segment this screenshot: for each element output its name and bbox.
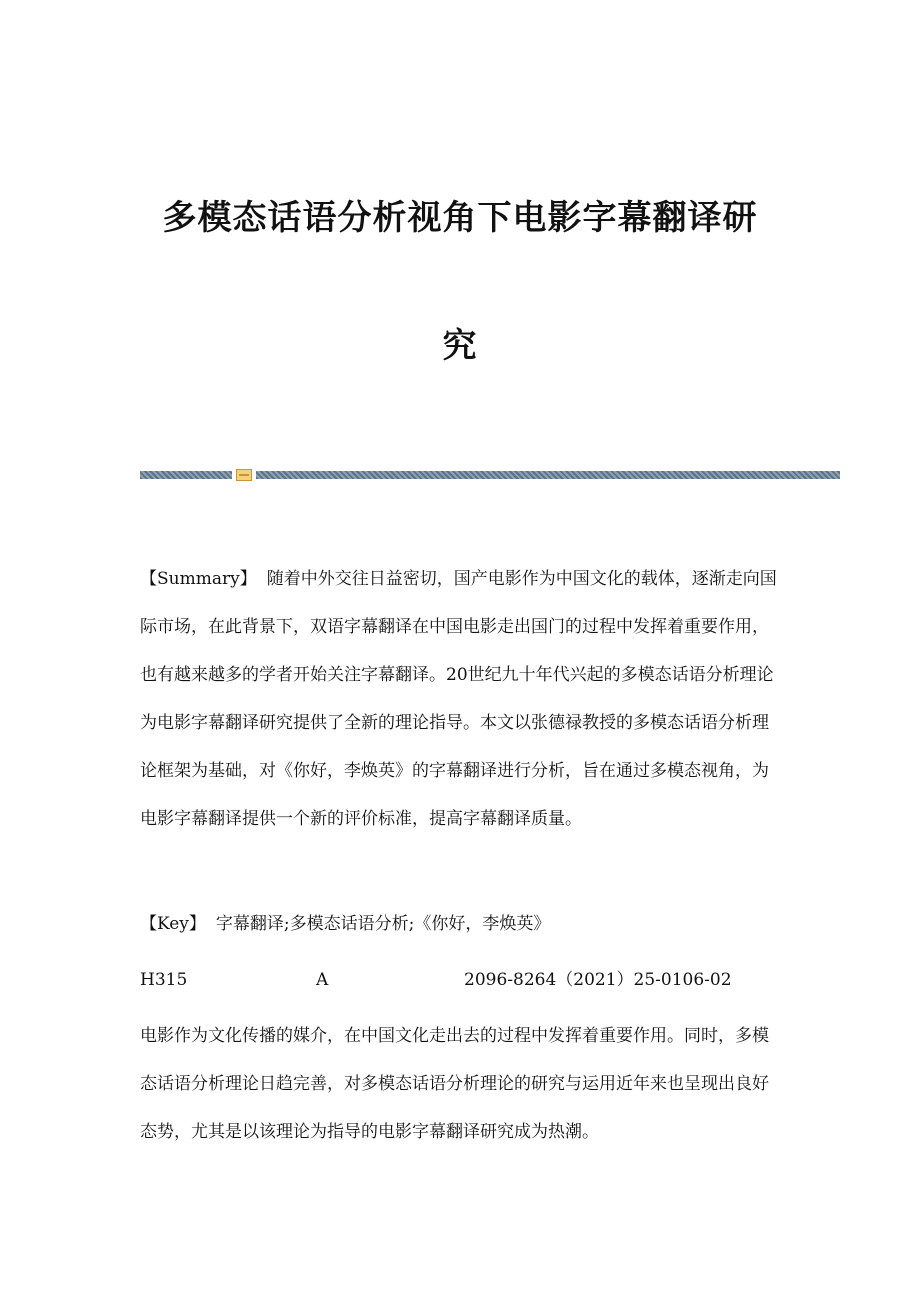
classification-number: H315 bbox=[140, 970, 188, 990]
divider-left bbox=[140, 471, 232, 479]
page-title-line-2: 究 bbox=[442, 326, 478, 366]
document-code: A bbox=[316, 970, 329, 990]
keywords-paragraph bbox=[140, 900, 780, 948]
divider-emblem-icon bbox=[236, 469, 252, 481]
summary-text: 随着中外交往日益密切，国产电影作为中国文化的载体，逐渐走向国际市场，在此背景下，双语字幕翻译在中国电影走出国门的过程中发挥着重要作用，也有越来越多的学者开始关注字幕翻译。20世纪九十年代兴起的多模态话语分析理论为电影字幕翻译研究提供了全新的理论指导。本文以张德禄教授的多模态话语分析理论框架为基础，对《你好，李焕英》的字幕翻译进行分析，旨在通过多模态视角，为电影字幕翻译提供一个新的评价标准，提高字幕翻译质量。 bbox=[140, 569, 777, 829]
body-paragraph: 电影作为文化传播的媒介，在中国文化走出去的过程中发挥着重要作用。同时，多模态话语分析理论日趋完善，对多模态话语分析理论的研究与运用近年来也呈现出良好态势，尤其是以该理论为指导的电影字幕翻译研究成为热潮。 bbox=[140, 1026, 769, 1142]
article-id: 2096-8264（2021）25-0106-02 bbox=[464, 970, 732, 990]
divider-right bbox=[256, 471, 840, 479]
keywords-text: 字幕翻译;多模态话语分析;《你好，李焕英》 bbox=[215, 914, 551, 934]
keywords-label: 【Key】 bbox=[140, 914, 206, 934]
summary-label: 【Summary】 bbox=[140, 569, 257, 589]
page-title-line-1: 多模态话语分析视角下电影字幕翻译研 bbox=[162, 198, 758, 238]
abstract-paragraph bbox=[140, 555, 780, 843]
